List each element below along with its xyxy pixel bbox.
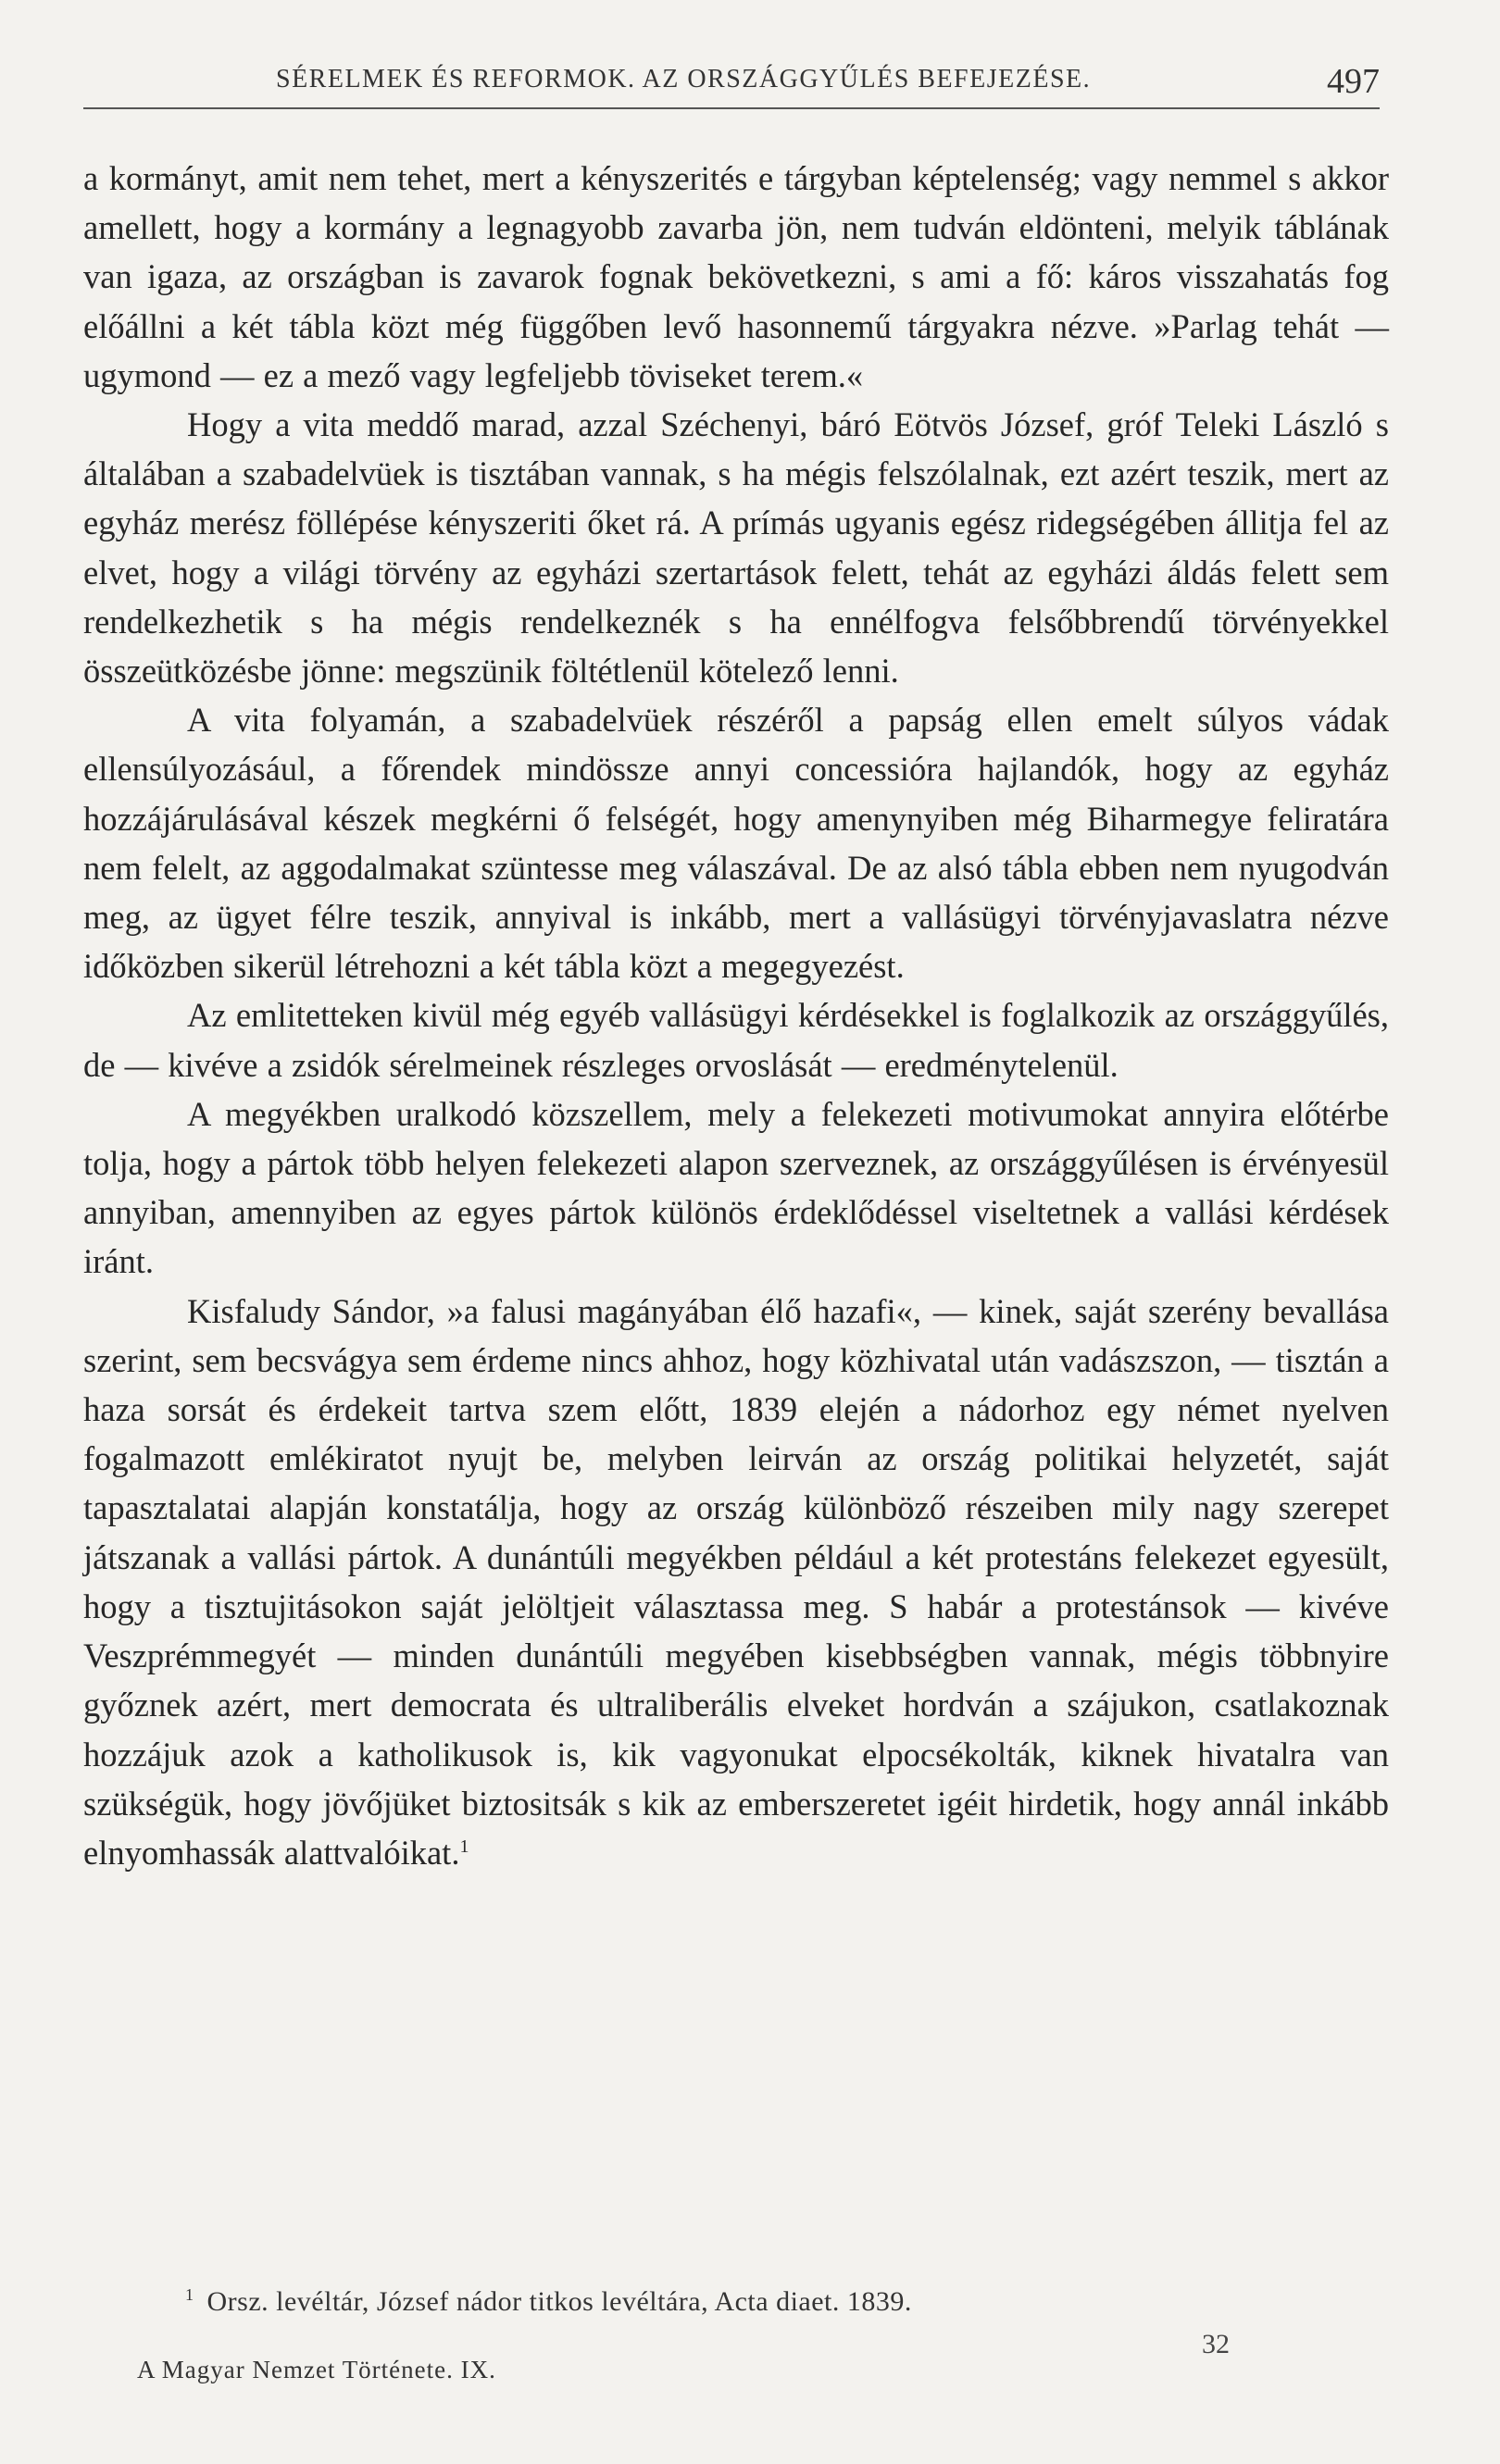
running-head [83, 61, 1380, 109]
paragraph-text: Kisfaludy Sándor, »a falusi magányában élő hazafi«, — kinek, saját szerény bevallása szerint, sem becsvágya sem érdeme nincs ahhoz, hogy közhivatal után vadászszon, — tisztán a haza sorsát és érdekeit tartva szem előtt, 1839 elején a nádorhoz egy német nyelven fogalmazott emlékiratot nyujt be, melyben leirván az ország politikai helyzetét, saját tapasztalatai alapján konstatálja, hogy az ország különböző részeiben mily nagy szerepet játszanak a vallási pártok. A dunántúli megyékben például a két protestáns felekezet egyesült, hogy a tisztujitásokon saját jelöltjeit választassa meg. S habár a protestánsok — kivéve Veszprémmegyét — minden dunántúli megyében kisebbségben vannak, mégis többnyire győznek azért, mert democrata és ultraliberális elveket hordván a szájukon, csatlakoznak hozzájuk azok a katholikusok is, kik vagyonukat elpocsékolták, kiknek hivatalra van szükségük, hogy jövőjüket biztositsák s kik az emberszeretet igéit hirdetik, hogy annál inkább elnyomhassák alattvalóikat. [83, 1291, 1389, 1872]
paragraph: a kormányt, amit nem tehet, mert a kényszerités e tárgyban képtelenség; vagy nemmel s akkor amellett, hogy a kormány a legnagyobb zavarba jön, nem tudván eldönteni, melyik táblának van igaza, az országban is zavarok fognak bekövetkezni, s ami a fő: káros visszahatás fog előállni a két tábla közt még függőben levő hasonnemű tárgyakra nézve. »Parlag tehát — ugymond — ez a mező vagy legfeljebb töviseket terem.« [83, 159, 1389, 394]
page-number: 497 [1327, 62, 1380, 101]
paragraph: A megyékben uralkodó közszellem, mely a felekezeti motivumokat annyira előtérbe tolja, hogy a pártok több helyen felekezeti alapon szerveznek, az országgyűlésen is érvényesül annyiban, amennyiben az egyes pártok különös érdeklődéssel viseltetnek a vallási kérdések iránt. [83, 1094, 1389, 1281]
running-head-title: SÉRELMEK ÉS REFORMOK. AZ ORSZÁGGYŰLÉS BEFEJEZÉSE. [276, 65, 1092, 93]
body-text [83, 154, 1389, 1877]
footnote-mark: 1 [185, 2285, 194, 2304]
paragraph: A vita folyamán, a szabadelvüek részéről a papság ellen emelt súlyos vádak ellensúlyozásául, a főrendek mindössze annyi concessióra hajlandók, hogy az egyház hozzájárulásával készek megkérni ő felségét, hogy amenynyiben még Biharmegye feliratára nem felelt, az aggodalmakat szüntesse meg válaszával. De az alsó tábla ebben nem nyugodván meg, az ügyet félre teszik, annyival is inkább, mert a vallásügyi törvényjavaslatra nézve időközben sikerül létrehozni a két tábla közt a megegyezést. [83, 701, 1389, 986]
footnote [185, 2286, 912, 2318]
paragraph-last [83, 1287, 1389, 1877]
footnote-reference[interactable]: 1 [459, 1836, 469, 1857]
sheet-number: 32 [1202, 2329, 1230, 2359]
footnote-text: Orsz. levéltár, József nádor titkos levéltára, Acta diaet. 1839. [206, 2286, 912, 2317]
paragraph: Az emlitetteken kivül még egyéb vallásügyi kérdésekkel is foglalkozik az országgyűlés, de — kivéve a zsidók sérelmeinek részleges orvoslását — eredménytelenül. [83, 996, 1389, 1084]
paragraph: Hogy a vita meddő marad, azzal Széchenyi, báró Eötvös József, gróf Teleki László s általában a szabadelvüek is tisztában vannak, s ha mégis felszólalnak, ezt azért teszik, mert az egyház merész föllépése kényszeriti őket rá. A prímás ugyanis egész ridegségében állitja fel az elvet, hogy a világi törvény az egyházi szertartások felett, tehát az egyházi áldás felett sem rendelkezhetik s ha mégis rendelkeznék s ha ennélfogva felsőbbrendű törvényekkel összeütközésbe jönne: megszünik föltétlenül kötelező lenni. [83, 405, 1389, 691]
printer-signature: A Magyar Nemzet Története. IX. [137, 2356, 496, 2383]
